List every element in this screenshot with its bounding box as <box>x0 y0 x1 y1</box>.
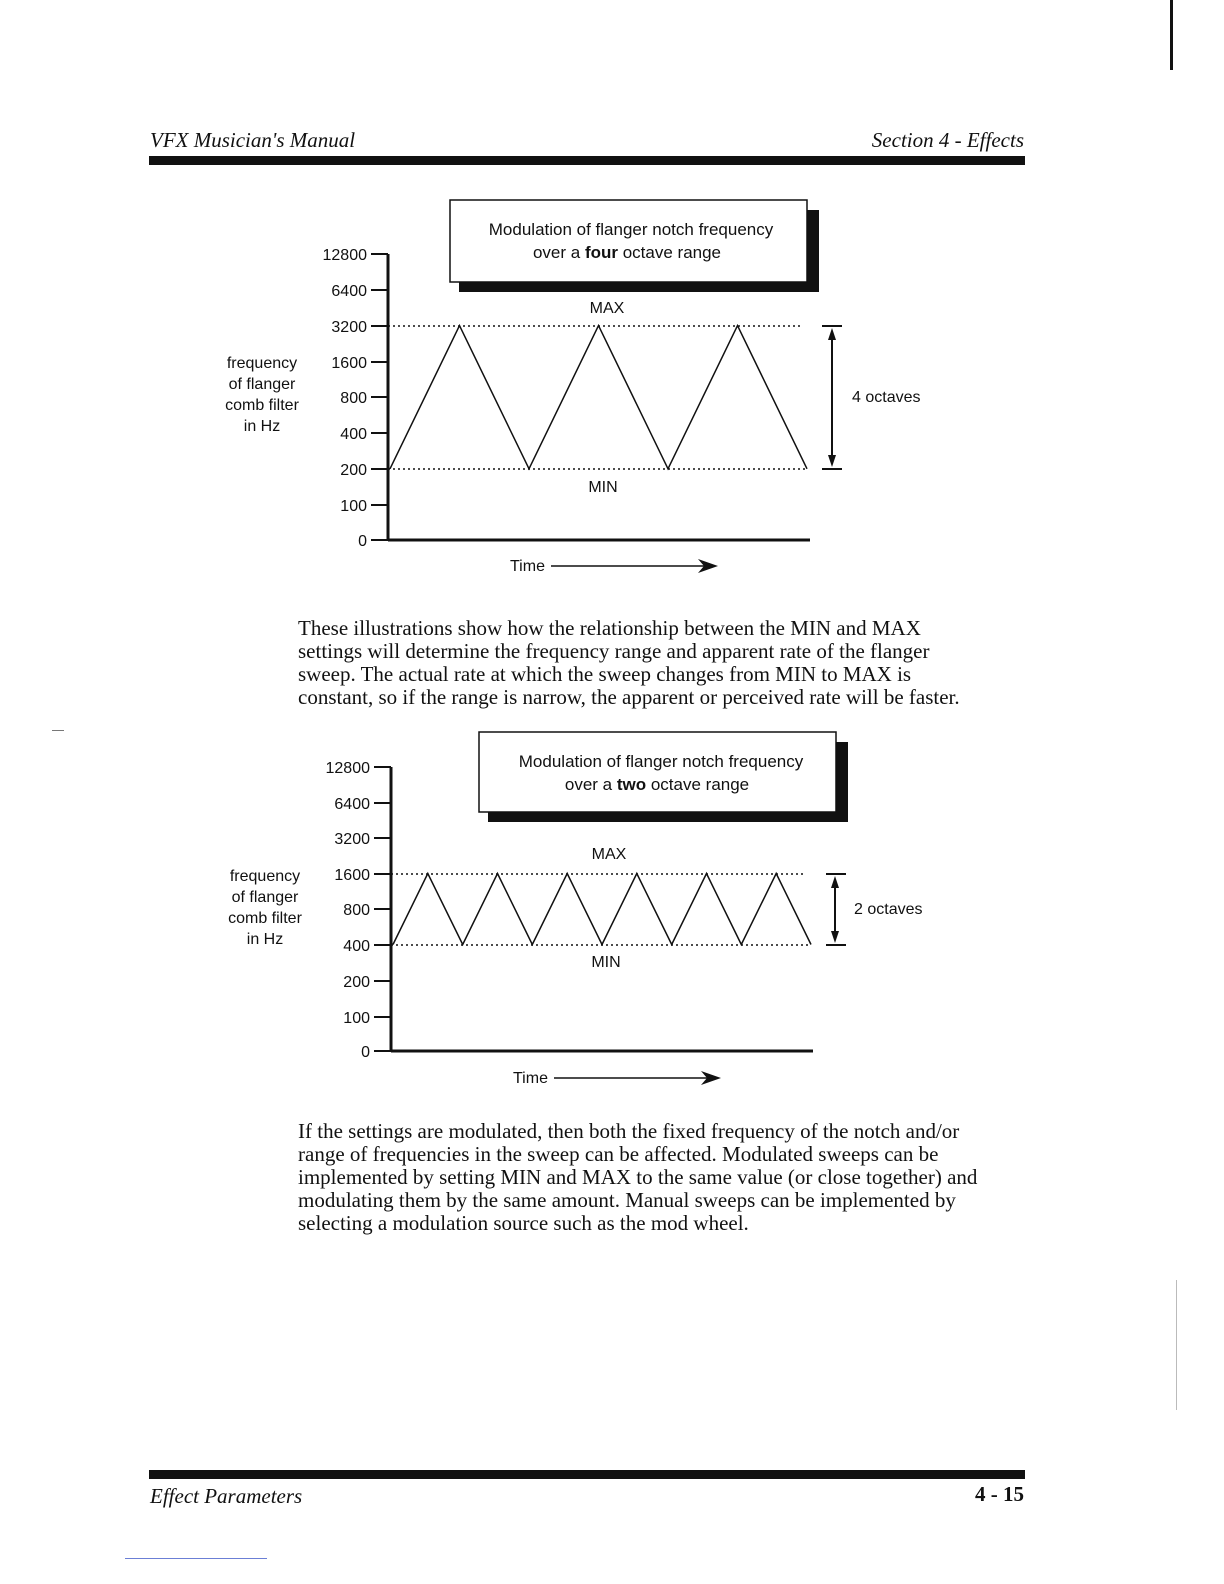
header-rule <box>149 156 1025 165</box>
footer-chapter-title: Effect Parameters <box>150 1484 303 1508</box>
y-axis-label-line: comb filter <box>225 397 299 414</box>
y-axis-label-line: frequency <box>226 355 298 372</box>
flanger-diagram-two-octave <box>0 720 1224 1120</box>
time-label: Time <box>510 558 545 575</box>
tick-label: 100 <box>343 1010 370 1027</box>
body-paragraph <box>298 617 1018 709</box>
figure-title-line2: over a two octave range <box>564 775 750 794</box>
down-arrow-icon <box>831 931 839 943</box>
tick-label: 800 <box>340 390 367 407</box>
tick-label: 800 <box>343 902 370 919</box>
figure-title-line2: over a four octave range <box>532 243 722 262</box>
max-label: MAX <box>589 300 625 317</box>
tick-label: 0 <box>361 1044 370 1061</box>
page-edge-mark <box>1176 1280 1177 1410</box>
y-axis-label-line: of flanger <box>228 376 296 393</box>
time-label: Time <box>513 1070 548 1087</box>
tick-label: 6400 <box>331 283 367 300</box>
range-label: 2 octaves <box>854 901 923 918</box>
tick-label: 200 <box>340 462 367 479</box>
y-axis-label-line: in Hz <box>246 931 284 948</box>
tick-label: 1600 <box>334 867 370 884</box>
range-label: 4 octaves <box>852 389 921 406</box>
paragraph-line: constant, so if the range is narrow, the apparent or perceived rate will be faster. <box>298 685 960 709</box>
tick-label: 400 <box>340 426 367 443</box>
tick-label: 100 <box>340 498 367 515</box>
paragraph-line: modulating them by the same amount. Manual sweeps can be implemented by <box>298 1188 956 1212</box>
tick-group <box>326 760 392 1061</box>
page-number: 4 - 15 <box>975 1482 1024 1506</box>
tick-label: 200 <box>343 974 370 991</box>
min-label: MIN <box>591 954 621 971</box>
tick-label: 3200 <box>331 319 367 336</box>
paragraph-line: settings will determine the frequency range and apparent rate of the flanger <box>298 639 930 663</box>
figure-title-line1: Modulation of flanger notch frequency <box>488 220 774 239</box>
sweep-waveform <box>393 874 811 945</box>
tick-group <box>323 247 389 550</box>
tick-label: 3200 <box>334 831 370 848</box>
max-label: MAX <box>591 846 627 863</box>
paragraph-line: If the settings are modulated, then both the fixed frequency of the notch and/or <box>298 1119 960 1143</box>
figure-title-line1: Modulation of flanger notch frequency <box>518 752 804 771</box>
down-arrow-icon <box>828 455 836 467</box>
footer-rule <box>149 1470 1025 1479</box>
up-arrow-icon <box>828 328 836 340</box>
diagram-canvas <box>0 190 1224 590</box>
y-axis-label-line: of flanger <box>231 889 299 906</box>
page-edge-mark <box>1170 0 1173 70</box>
paragraph-line: implemented by setting MIN and MAX to the same value (or close together) and <box>298 1165 978 1189</box>
tick-label: 12800 <box>325 760 370 777</box>
manual-title: VFX Musician's Manual <box>150 128 356 152</box>
flanger-diagram-four-octave <box>0 190 1224 590</box>
tick-label: 0 <box>358 533 367 550</box>
tick-label: 400 <box>343 938 370 955</box>
body-paragraph <box>298 1120 1018 1235</box>
tick-label: 12800 <box>322 247 367 264</box>
y-axis-label-line: frequency <box>229 868 301 885</box>
y-axis-label-line: comb filter <box>228 910 302 927</box>
y-axis-label-line: in Hz <box>243 418 281 435</box>
tick-label: 6400 <box>334 796 370 813</box>
min-label: MIN <box>588 479 618 496</box>
tick-label: 1600 <box>331 355 367 372</box>
up-arrow-icon <box>831 876 839 888</box>
paragraph-line: selecting a modulation source such as the mod wheel. <box>298 1211 749 1235</box>
title-box <box>479 732 836 812</box>
title-box <box>450 200 807 282</box>
sweep-waveform <box>390 326 807 469</box>
section-title: Section 4 - Effects <box>871 128 1024 152</box>
paragraph-line: sweep. The actual rate at which the sweep changes from MIN to MAX is <box>298 662 912 686</box>
scan-artifact-line <box>125 1558 267 1559</box>
diagram-canvas <box>0 720 1224 1120</box>
paragraph-line: range of frequencies in the sweep can be affected. Modulated sweeps can be <box>298 1142 939 1166</box>
paragraph-line: These illustrations show how the relationship between the MIN and MAX <box>298 616 921 640</box>
